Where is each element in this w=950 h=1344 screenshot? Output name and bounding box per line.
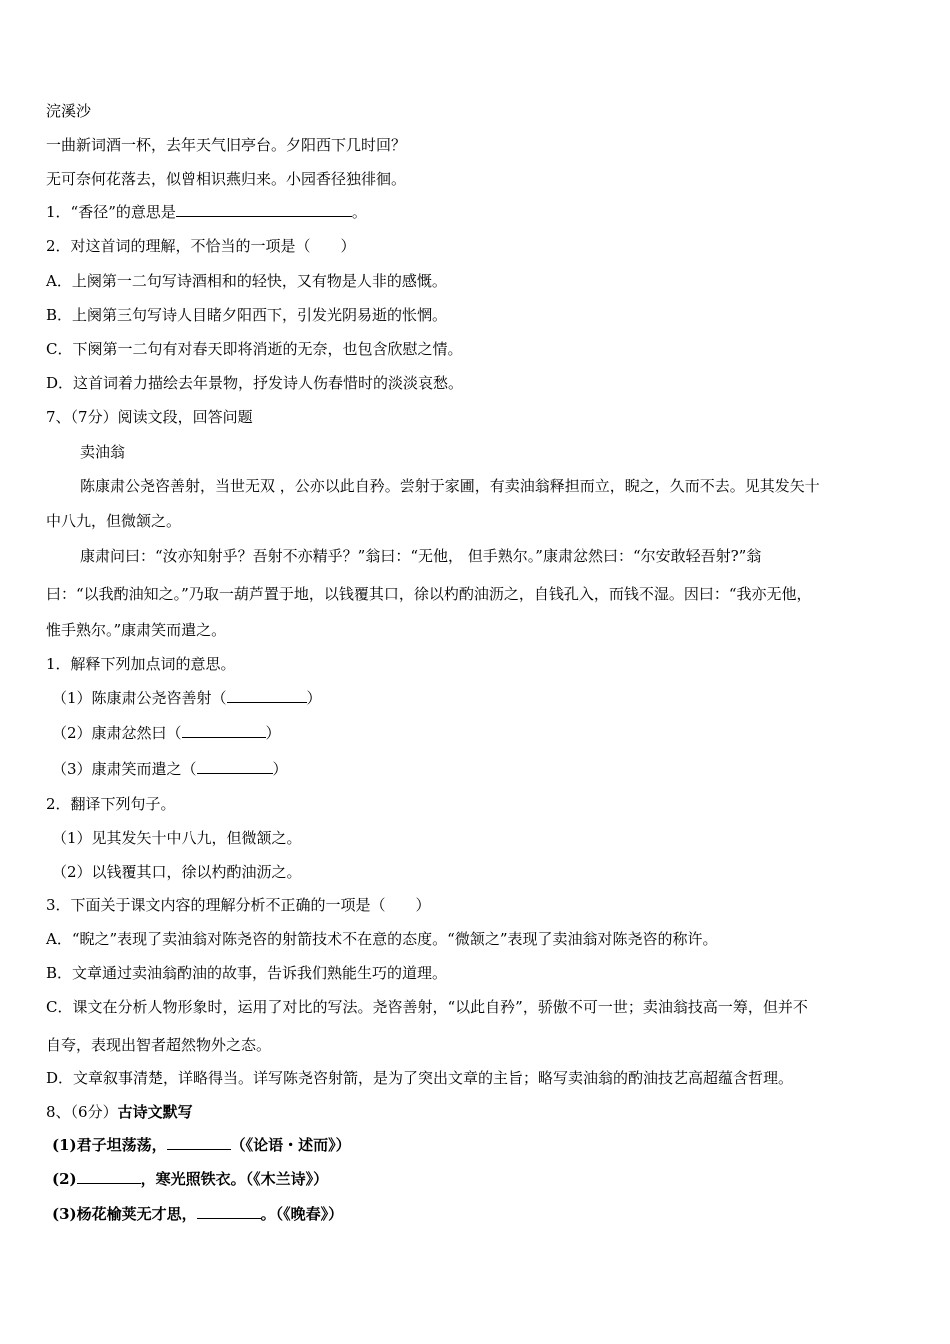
sub-question: （2）以钱覆其口，徐以杓酌油沥之。 bbox=[52, 863, 302, 881]
section-heading: 7、（7分）阅读文段，回答问题 bbox=[46, 408, 253, 426]
option-d: D．这首词着力描绘去年景物，抒发诗人伤春惜时的淡淡哀愁。 bbox=[46, 374, 464, 392]
heading-number: 8、（6分） bbox=[46, 1103, 118, 1121]
question-text: ） bbox=[272, 760, 288, 778]
question-2: 2．翻译下列句子。 bbox=[46, 795, 176, 813]
passage-text: 康肃问曰：“汝亦知射乎？吾射不亦精乎？”翁曰：“无他， 但手熟尔。”康肃忿然曰：“尔安敢轻吾射?”翁 bbox=[80, 547, 762, 565]
poem-line: 一曲新词酒一杯，去年天气旧亭台。夕阳西下几时回？ bbox=[46, 136, 407, 154]
sub-question bbox=[52, 688, 322, 708]
question-text: ） bbox=[265, 724, 281, 742]
passage-text: 曰：“以我酌油知之。”乃取一葫芦置于地，以钱覆其口，徐以杓酌油沥之，自钱孔入，而钱不湿。因曰：“我亦无他， bbox=[46, 585, 812, 603]
line-text: 。（《晚春》） bbox=[260, 1205, 344, 1223]
sub-question: （1）见其发矢十中八九，但微颔之。 bbox=[52, 829, 302, 847]
question-text: 。 bbox=[351, 203, 367, 221]
line-text: (3)杨花榆荚无才思， bbox=[52, 1205, 197, 1223]
question-text: （1）陈康肃公尧咨善射（ bbox=[52, 689, 227, 707]
answer-blank[interactable] bbox=[182, 723, 266, 738]
poem-line: 无可奈何花落去，似曾相识燕归来。小园香径独徘徊。 bbox=[46, 170, 407, 188]
option-c-cont: 自夸，表现出智者超然物外之态。 bbox=[46, 1036, 272, 1054]
answer-blank[interactable] bbox=[197, 759, 273, 774]
answer-blank[interactable] bbox=[197, 1204, 261, 1219]
answer-blank[interactable] bbox=[167, 1135, 231, 1150]
option-a: A．上阕第一二句写诗酒相和的轻快，又有物是人非的感慨。 bbox=[46, 272, 447, 290]
question-1: 1．解释下列加点词的意思。 bbox=[46, 655, 236, 673]
question-2: 2．对这首词的理解，不恰当的一项是（ ） bbox=[46, 237, 356, 255]
section-heading bbox=[46, 1102, 193, 1122]
dictation-line bbox=[52, 1135, 351, 1155]
question-text: （3）康肃笑而遣之（ bbox=[52, 760, 197, 778]
dictation-line bbox=[52, 1169, 328, 1189]
option-c: C．课文在分析人物形象时，运用了对比的写法。尧咨善射，“以此自矜”，骄傲不可一世；卖油翁技高一筹，但并不 bbox=[46, 998, 808, 1016]
answer-blank[interactable] bbox=[227, 688, 307, 703]
heading-title: 古诗文默写 bbox=[117, 1103, 193, 1121]
question-text: 1．“香径”的意思是 bbox=[46, 203, 176, 221]
dictation-line bbox=[52, 1204, 343, 1224]
option-b: B．文章通过卖油翁酌油的故事，告诉我们熟能生巧的道理。 bbox=[46, 964, 448, 982]
option-d: D．文章叙事清楚，详略得当。详写陈尧咨射箭，是为了突出文章的主旨；略写卖油翁的酌油技艺高超蕴含哲理。 bbox=[46, 1069, 794, 1087]
passage-text: 惟手熟尔。”康肃笑而遣之。 bbox=[46, 621, 227, 639]
question-text: （2）康肃忿然曰（ bbox=[52, 724, 182, 742]
option-c: C．下阕第一二句有对春天即将消逝的无奈，也包含欣慰之情。 bbox=[46, 340, 463, 358]
line-text: ，寒光照铁衣。（《木兰诗》） bbox=[140, 1170, 329, 1188]
option-a: A．“睨之”表现了卖油翁对陈尧咨的射箭技术不在意的态度。“微颔之”表现了卖油翁对陈尧咨的称许。 bbox=[46, 930, 718, 948]
line-text: (1)君子坦荡荡， bbox=[52, 1136, 167, 1154]
poem-title: 浣溪沙 bbox=[46, 102, 92, 120]
sub-question bbox=[52, 723, 281, 743]
line-text: （《论语・述而》） bbox=[230, 1136, 351, 1154]
question-1 bbox=[46, 202, 367, 222]
passage-text: 中八九，但微颔之。 bbox=[46, 512, 182, 530]
passage-text: 陈康肃公尧咨善射，当世无双 ，公亦以此自矜。尝射于家圃，有卖油翁释担而立，睨之，久而不去。见其发矢十 bbox=[80, 477, 820, 495]
question-text: ） bbox=[306, 689, 322, 707]
line-text: (2) bbox=[52, 1170, 77, 1188]
question-3: 3．下面关于课文内容的理解分析不正确的一项是（ ） bbox=[46, 896, 431, 914]
option-b: B．上阕第三句写诗人目睹夕阳西下，引发光阴易逝的怅惘。 bbox=[46, 306, 448, 324]
passage-title: 卖油翁 bbox=[80, 443, 126, 461]
answer-blank[interactable] bbox=[176, 202, 352, 217]
sub-question bbox=[52, 759, 288, 779]
answer-blank[interactable] bbox=[77, 1169, 141, 1184]
